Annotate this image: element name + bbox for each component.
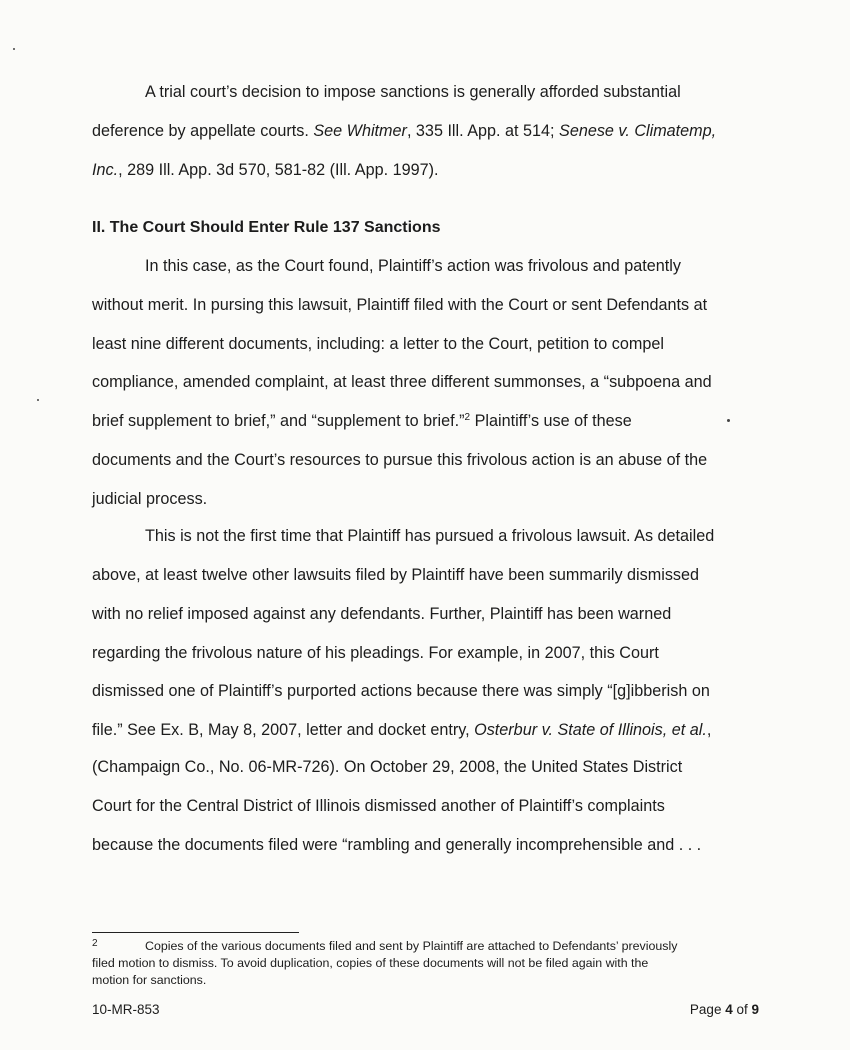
- text-run: Plaintiff’s use of these: [470, 412, 632, 430]
- page-of: of: [732, 1002, 752, 1017]
- paragraph-3-line-7: (Champaign Co., No. 06-MR-726). On October 29, 2008, the United States District: [92, 758, 683, 776]
- footnote-line-2: filed motion to dismiss. To avoid duplication, copies of these documents will not be filed again with the: [92, 956, 649, 970]
- text-run: file.” See Ex. B, May 8, 2007, letter and docket entry,: [92, 721, 475, 739]
- footnote-reference: 2: [464, 412, 471, 423]
- footnote-line-3: motion for sanctions.: [92, 973, 207, 987]
- paragraph-3-line-8: Court for the Central District of Illinois dismissed another of Plaintiff’s complaints: [92, 797, 665, 815]
- case-citation: See Whitmer: [313, 122, 407, 140]
- footnote-number: 2: [92, 938, 98, 949]
- scan-speck: [727, 419, 730, 422]
- text-run: , 289 Ill. App. 3d 570, 581-82 (Ill. App. 1997).: [118, 161, 439, 179]
- case-citation: Osterbur v. State of Illinois, et al.: [474, 721, 707, 739]
- paragraph-2-line-1: In this case, as the Court found, Plaintiff’s action was frivolous and patently: [145, 257, 681, 275]
- paragraph-2-line-6: documents and the Court’s resources to pursue this frivolous action is an abuse of the: [92, 451, 708, 469]
- paragraph-3-line-4: regarding the frivolous nature of his pleadings. For example, in 2007, this Court: [92, 644, 659, 662]
- page-total: 9: [751, 1002, 759, 1017]
- paragraph-2-line-3: least nine different documents, including: a letter to the Court, petition to compel: [92, 335, 664, 353]
- case-citation: Inc.: [92, 161, 119, 179]
- paragraph-1-line-1: A trial court’s decision to impose sanctions is generally afforded substantial: [145, 83, 681, 101]
- paragraph-3-line-1: This is not the first time that Plaintiff has pursued a frivolous lawsuit. As detailed: [145, 527, 715, 545]
- page-current: 4: [725, 1002, 733, 1017]
- paragraph-3-line-6: [92, 720, 762, 740]
- paragraph-2-line-5: [92, 411, 762, 431]
- paragraph-2-line-7: judicial process.: [92, 490, 208, 508]
- scan-speck: [37, 399, 39, 401]
- text-run: , 335 Ill. App. at 514;: [406, 122, 560, 140]
- page-number: [690, 1002, 759, 1017]
- paragraph-1-line-3: [92, 160, 762, 180]
- case-number: 10-MR-853: [92, 1002, 160, 1017]
- footnote-separator: [92, 932, 299, 933]
- section-heading: II. The Court Should Enter Rule 137 Sanctions: [92, 219, 441, 236]
- paragraph-3-line-9: because the documents filed were “rambling and generally incomprehensible and . . .: [92, 836, 702, 854]
- paragraph-2-line-4: compliance, amended complaint, at least three different summonses, a “subpoena and: [92, 373, 712, 391]
- text-run: brief supplement to brief,” and “supplement to brief.”: [92, 412, 465, 430]
- paragraph-3-line-2: above, at least twelve other lawsuits filed by Plaintiff have been summarily dismissed: [92, 566, 700, 584]
- paragraph-3-line-5: dismissed one of Plaintiff’s purported actions because there was simply “[g]ibberish on: [92, 682, 710, 700]
- scan-speck: [13, 48, 15, 50]
- paragraph-1-line-2: [92, 121, 762, 141]
- paragraph-2-line-2: without merit. In pursing this lawsuit, Plaintiff filed with the Court or sent Defendants at: [92, 296, 708, 314]
- text-run: deference by appellate courts.: [92, 122, 314, 140]
- page-prefix: Page: [689, 1002, 726, 1017]
- paragraph-3-line-3: with no relief imposed against any defendants. Further, Plaintiff has been warned: [92, 605, 672, 623]
- case-citation: Senese v. Climatemp,: [559, 122, 717, 140]
- footnote-line-1: Copies of the various documents filed and sent by Plaintiff are attached to Defendants’ previously: [145, 939, 678, 953]
- text-run: ,: [706, 721, 712, 739]
